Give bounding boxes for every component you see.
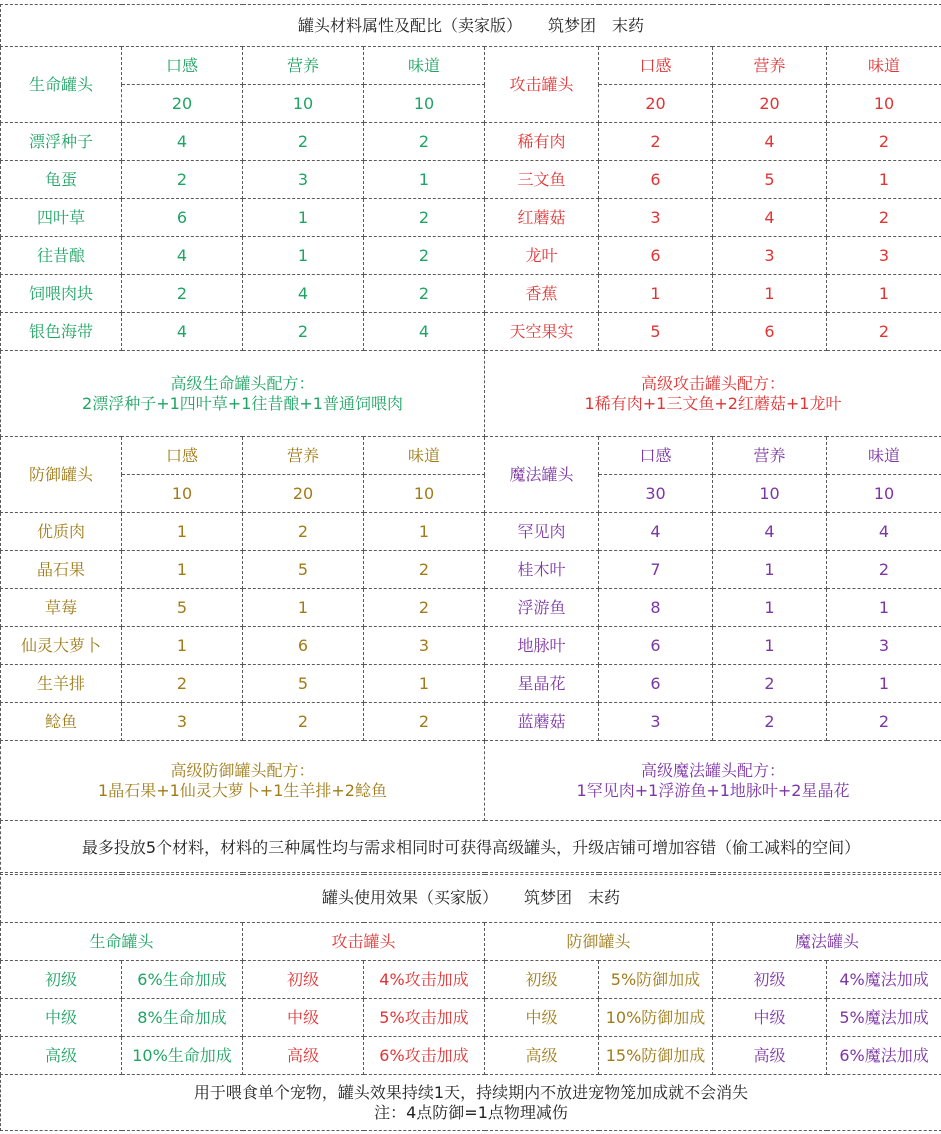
table-row	[1, 703, 941, 741]
table-row	[1, 199, 941, 237]
usage-note: 用于喂食单个宠物，罐头效果持续1天，持续期内不放进宠物笼加成就不会消失	[193, 1083, 749, 1103]
ingredient-name: 香蕉	[485, 275, 599, 313]
effect-value: 8%生命加成	[122, 999, 243, 1037]
ingredient-taste: 6	[599, 665, 713, 703]
life-required-taste: 20	[122, 85, 243, 123]
ingredient-flavor: 1	[364, 161, 485, 199]
ingredient-nutrition: 2	[243, 703, 364, 741]
ingredient-name: 三文鱼	[485, 161, 599, 199]
table-row	[1, 665, 941, 703]
ingredient-flavor: 1	[364, 665, 485, 703]
attack-required-nutrition: 20	[713, 85, 827, 123]
effect-value: 5%攻击加成	[364, 999, 485, 1037]
ingredient-name: 星晶花	[485, 665, 599, 703]
main-title-text: 罐头材料属性及配比（卖家版）	[298, 15, 523, 35]
effects-title-team: 筑梦团	[524, 887, 573, 907]
effect-group-life: 生命罐头	[1, 923, 243, 961]
life-can-name: 生命罐头	[1, 47, 122, 123]
ingredient-nutrition: 1	[243, 589, 364, 627]
table-row	[1, 123, 941, 161]
attack-recipe-title: 高级攻击罐头配方：	[641, 374, 786, 394]
attack-required-flavor: 10	[827, 85, 941, 123]
magic-required-taste: 30	[599, 475, 713, 513]
ingredient-taste: 6	[122, 199, 243, 237]
table-row	[1, 313, 941, 351]
ingredient-nutrition: 1	[243, 199, 364, 237]
ingredient-name: 罕见肉	[485, 513, 599, 551]
effect-tier: 初级	[243, 961, 364, 999]
magic-header-flavor: 味道	[827, 437, 941, 475]
defense-can-name: 防御罐头	[1, 437, 122, 513]
ingredient-flavor: 2	[364, 703, 485, 741]
magic-recipe	[485, 741, 941, 821]
ingredient-taste: 3	[599, 703, 713, 741]
ingredient-taste: 4	[122, 237, 243, 275]
ingredient-taste: 1	[122, 627, 243, 665]
main-title-team: 筑梦团	[548, 15, 597, 35]
ingredient-nutrition: 2	[713, 665, 827, 703]
ingredient-name: 四叶草	[1, 199, 122, 237]
defense-header-flavor: 味道	[364, 437, 485, 475]
magic-recipe-title: 高级魔法罐头配方：	[641, 761, 786, 781]
ingredient-name: 草莓	[1, 589, 122, 627]
table-row	[1, 999, 941, 1037]
ingredient-name: 稀有肉	[485, 123, 599, 161]
ingredient-flavor: 2	[364, 123, 485, 161]
life-header-taste: 口感	[122, 47, 243, 85]
effects-title	[1, 873, 941, 923]
effect-group-magic: 魔法罐头	[713, 923, 941, 961]
effect-tier: 中级	[243, 999, 364, 1037]
ingredient-taste: 4	[599, 513, 713, 551]
ingredient-name: 仙灵大萝卜	[1, 627, 122, 665]
table-row	[1, 275, 941, 313]
attack-header-taste: 口感	[599, 47, 713, 85]
life-recipe	[1, 351, 485, 437]
magic-header-taste: 口感	[599, 437, 713, 475]
ingredient-nutrition: 3	[243, 161, 364, 199]
ingredient-name: 龟蛋	[1, 161, 122, 199]
table-row	[1, 1037, 941, 1075]
ingredient-taste: 8	[599, 589, 713, 627]
ingredient-name: 红蘑菇	[485, 199, 599, 237]
ingredient-taste: 1	[599, 275, 713, 313]
usage-footer	[1, 1075, 941, 1131]
ingredient-nutrition: 4	[713, 513, 827, 551]
defense-recipe	[1, 741, 485, 821]
defense-required-taste: 10	[122, 475, 243, 513]
ingredient-nutrition: 1	[243, 237, 364, 275]
ingredient-flavor: 3	[827, 237, 941, 275]
defense-conversion-note: 注：4点防御=1点物理减伤	[374, 1102, 568, 1122]
ingredient-nutrition: 5	[243, 551, 364, 589]
ingredient-nutrition: 2	[243, 513, 364, 551]
ingredient-taste: 3	[599, 199, 713, 237]
ingredient-name: 蓝蘑菇	[485, 703, 599, 741]
effect-tier: 中级	[713, 999, 827, 1037]
life-header-nutrition: 营养	[243, 47, 364, 85]
effects-table	[0, 872, 941, 1131]
table-row	[1, 551, 941, 589]
magic-required-flavor: 10	[827, 475, 941, 513]
ingredient-taste: 6	[599, 627, 713, 665]
attack-header-flavor: 味道	[827, 47, 941, 85]
ingredient-nutrition: 1	[713, 589, 827, 627]
effect-tier: 高级	[243, 1037, 364, 1075]
ingredient-flavor: 1	[364, 513, 485, 551]
ingredient-flavor: 2	[364, 199, 485, 237]
ingredient-nutrition: 2	[713, 703, 827, 741]
ingredient-taste: 2	[122, 275, 243, 313]
magic-header-nutrition: 营养	[713, 437, 827, 475]
ingredient-flavor: 3	[827, 627, 941, 665]
ingredient-nutrition: 5	[243, 665, 364, 703]
effect-value: 6%魔法加成	[827, 1037, 941, 1075]
ingredient-nutrition: 4	[243, 275, 364, 313]
main-title	[1, 5, 941, 47]
ingredient-flavor: 2	[364, 237, 485, 275]
life-recipe-formula: 2漂浮种子+1四叶草+1往昔酿+1普通饲喂肉	[82, 393, 403, 413]
table-row	[1, 161, 941, 199]
effect-value: 5%魔法加成	[827, 999, 941, 1037]
ingredient-nutrition: 2	[243, 313, 364, 351]
defense-required-flavor: 10	[364, 475, 485, 513]
ingredient-taste: 3	[122, 703, 243, 741]
ingredient-taste: 7	[599, 551, 713, 589]
ingredient-flavor: 4	[364, 313, 485, 351]
ingredient-taste: 6	[599, 237, 713, 275]
effects-title-author: 末药	[588, 887, 621, 907]
ingredient-name: 鲶鱼	[1, 703, 122, 741]
ingredient-flavor: 2	[827, 551, 941, 589]
effect-tier: 中级	[485, 999, 599, 1037]
magic-can-name: 魔法罐头	[485, 437, 599, 513]
table-row	[1, 513, 941, 551]
attack-required-taste: 20	[599, 85, 713, 123]
effect-tier: 高级	[485, 1037, 599, 1075]
ingredient-flavor: 2	[364, 551, 485, 589]
ingredient-nutrition: 6	[243, 627, 364, 665]
effect-tier: 中级	[1, 999, 122, 1037]
life-required-flavor: 10	[364, 85, 485, 123]
attack-recipe-formula: 1稀有肉+1三文鱼+2红蘑菇+1龙叶	[584, 393, 842, 413]
ingredient-nutrition: 6	[713, 313, 827, 351]
ingredient-nutrition: 1	[713, 627, 827, 665]
ingredient-nutrition: 4	[713, 199, 827, 237]
ingredient-name: 往昔酿	[1, 237, 122, 275]
effect-value: 10%防御加成	[599, 999, 713, 1037]
ingredient-taste: 5	[599, 313, 713, 351]
ingredient-flavor: 1	[827, 665, 941, 703]
attack-header-nutrition: 营养	[713, 47, 827, 85]
ingredient-name: 天空果实	[485, 313, 599, 351]
life-recipe-title: 高级生命罐头配方：	[170, 374, 315, 394]
ingredient-name: 漂浮种子	[1, 123, 122, 161]
ingredient-taste: 1	[122, 551, 243, 589]
ingredient-taste: 4	[122, 313, 243, 351]
rules-note: 最多投放5个材料，材料的三种属性均与需求相同时可获得高级罐头，升级店铺可增加容错（偷工减料的空间）	[1, 821, 941, 875]
effect-group-attack: 攻击罐头	[243, 923, 485, 961]
effect-tier: 高级	[1, 1037, 122, 1075]
effect-group-defense: 防御罐头	[485, 923, 713, 961]
ingredient-flavor: 2	[827, 703, 941, 741]
table-row	[1, 237, 941, 275]
ingredient-nutrition: 2	[243, 123, 364, 161]
ingredient-taste: 2	[122, 161, 243, 199]
ingredient-taste: 2	[122, 665, 243, 703]
effect-value: 6%攻击加成	[364, 1037, 485, 1075]
effect-tier: 初级	[485, 961, 599, 999]
ingredient-name: 地脉叶	[485, 627, 599, 665]
ingredient-flavor: 2	[827, 313, 941, 351]
effect-value: 5%防御加成	[599, 961, 713, 999]
materials-table	[0, 4, 941, 875]
ingredient-name: 浮游鱼	[485, 589, 599, 627]
ingredient-nutrition: 5	[713, 161, 827, 199]
effect-tier: 初级	[713, 961, 827, 999]
ingredient-name: 优质肉	[1, 513, 122, 551]
defense-recipe-title: 高级防御罐头配方：	[170, 761, 315, 781]
effect-value: 6%生命加成	[122, 961, 243, 999]
magic-required-nutrition: 10	[713, 475, 827, 513]
magic-recipe-formula: 1罕见肉+1浮游鱼+1地脉叶+2星晶花	[576, 780, 850, 800]
ingredient-name: 生羊排	[1, 665, 122, 703]
ingredient-flavor: 1	[827, 589, 941, 627]
ingredient-flavor: 2	[364, 275, 485, 313]
ingredient-nutrition: 3	[713, 237, 827, 275]
ingredient-name: 银色海带	[1, 313, 122, 351]
ingredient-flavor: 3	[364, 627, 485, 665]
ingredient-taste: 6	[599, 161, 713, 199]
ingredient-name: 龙叶	[485, 237, 599, 275]
ingredient-flavor: 1	[827, 275, 941, 313]
ingredient-flavor: 2	[364, 589, 485, 627]
ingredient-taste: 4	[122, 123, 243, 161]
effect-tier: 高级	[713, 1037, 827, 1075]
effect-value: 15%防御加成	[599, 1037, 713, 1075]
ingredient-taste: 5	[122, 589, 243, 627]
ingredient-name: 桂木叶	[485, 551, 599, 589]
ingredient-flavor: 4	[827, 513, 941, 551]
attack-recipe	[485, 351, 941, 437]
ingredient-nutrition: 1	[713, 551, 827, 589]
defense-header-nutrition: 营养	[243, 437, 364, 475]
attack-can-name: 攻击罐头	[485, 47, 599, 123]
defense-required-nutrition: 20	[243, 475, 364, 513]
effect-value: 4%魔法加成	[827, 961, 941, 999]
ingredient-taste: 2	[599, 123, 713, 161]
effect-value: 10%生命加成	[122, 1037, 243, 1075]
life-required-nutrition: 10	[243, 85, 364, 123]
defense-recipe-formula: 1晶石果+1仙灵大萝卜+1生羊排+2鲶鱼	[98, 780, 387, 800]
ingredient-flavor: 2	[827, 123, 941, 161]
ingredient-name: 晶石果	[1, 551, 122, 589]
main-title-author: 末药	[612, 15, 645, 35]
effect-tier: 初级	[1, 961, 122, 999]
table-row	[1, 589, 941, 627]
defense-header-taste: 口感	[122, 437, 243, 475]
life-header-flavor: 味道	[364, 47, 485, 85]
ingredient-taste: 1	[122, 513, 243, 551]
effects-title-text: 罐头使用效果（买家版）	[322, 887, 499, 907]
effect-value: 4%攻击加成	[364, 961, 485, 999]
ingredient-flavor: 1	[827, 161, 941, 199]
ingredient-flavor: 2	[827, 199, 941, 237]
ingredient-name: 饲喂肉块	[1, 275, 122, 313]
table-row	[1, 961, 941, 999]
ingredient-nutrition: 4	[713, 123, 827, 161]
table-row	[1, 627, 941, 665]
ingredient-nutrition: 1	[713, 275, 827, 313]
